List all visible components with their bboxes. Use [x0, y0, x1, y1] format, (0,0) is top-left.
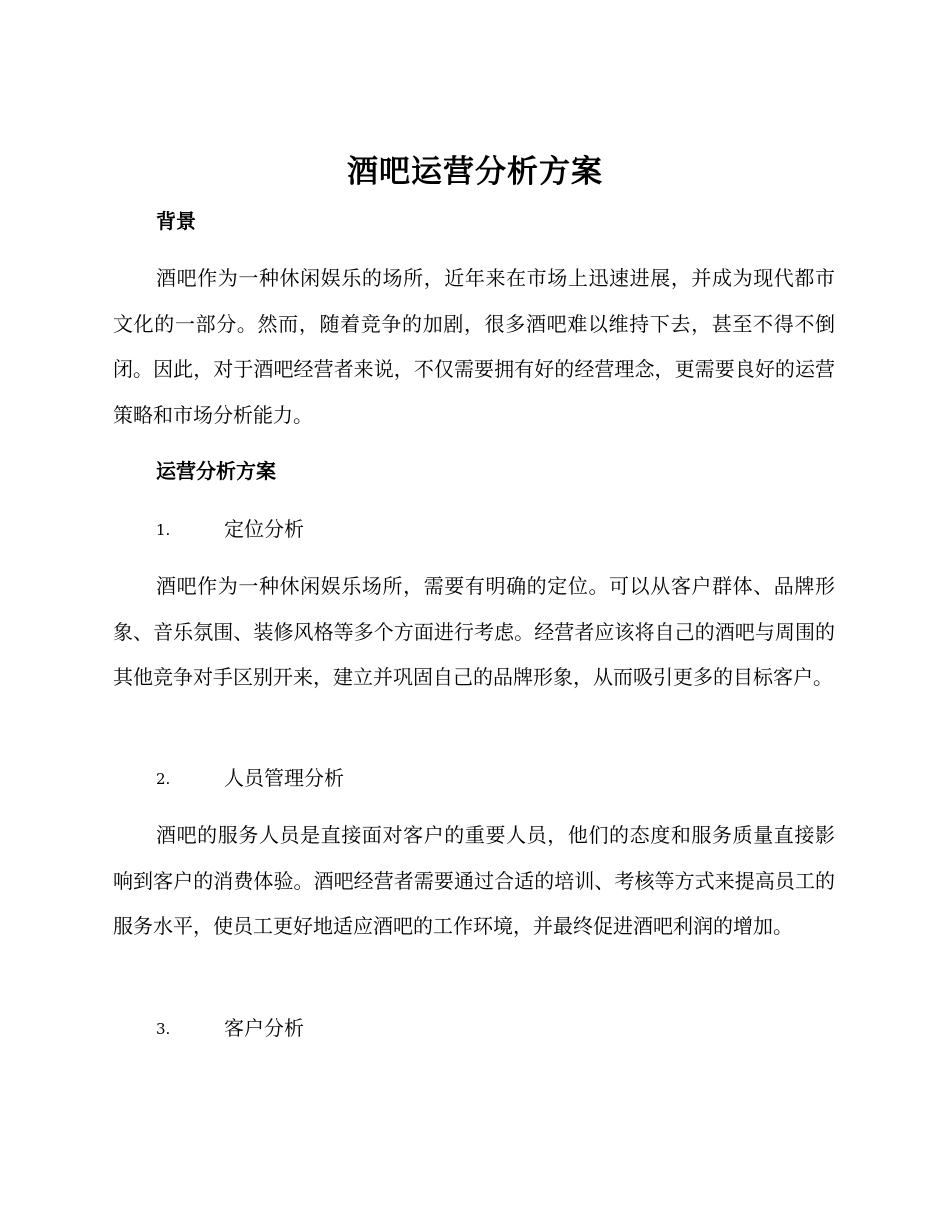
list-item-staff-management	[156, 763, 756, 793]
positioning-paragraph: 酒吧作为一种休闲娱乐场所，需要有明确的定位。可以从客户群体、品牌形象、音乐氛围、装修风格等多个方面进行考虑。经营者应该将自己的酒吧与周围的其他竞争对手区别开来，建立并巩固自己的品牌形象，从而吸引更多的目标客户。	[113, 574, 835, 689]
list-label: 定位分析	[224, 517, 304, 541]
list-item-positioning	[156, 514, 756, 544]
section-heading-plan: 运营分析方案	[156, 459, 276, 483]
list-item-customer-analysis	[156, 1013, 756, 1043]
section-heading-background: 背景	[156, 209, 196, 233]
background-paragraph: 酒吧作为一种休闲娱乐的场所，近年来在市场上迅速进展，并成为现代都市文化的一部分。然而，随着竞争的加剧，很多酒吧难以维持下去，甚至不得不倒闭。因此，对于酒吧经营者来说，不仅需要拥有好的经营理念，更需要良好的运营策略和市场分析能力。	[113, 266, 835, 427]
list-number: 3.	[156, 1020, 171, 1038]
list-number: 1.	[156, 521, 171, 539]
staff-management-paragraph: 酒吧的服务人员是直接面对客户的重要人员，他们的态度和服务质量直接影响到客户的消费体验。酒吧经营者需要通过合适的培训、考核等方式来提高员工的服务水平，使员工更好地适应酒吧的工作环境，并最终促进酒吧利润的增加。	[113, 823, 835, 938]
list-number: 2.	[156, 770, 171, 788]
list-label: 客户分析	[224, 1016, 304, 1040]
list-label: 人员管理分析	[224, 766, 344, 790]
document-title: 酒吧运营分析方案	[347, 154, 603, 190]
